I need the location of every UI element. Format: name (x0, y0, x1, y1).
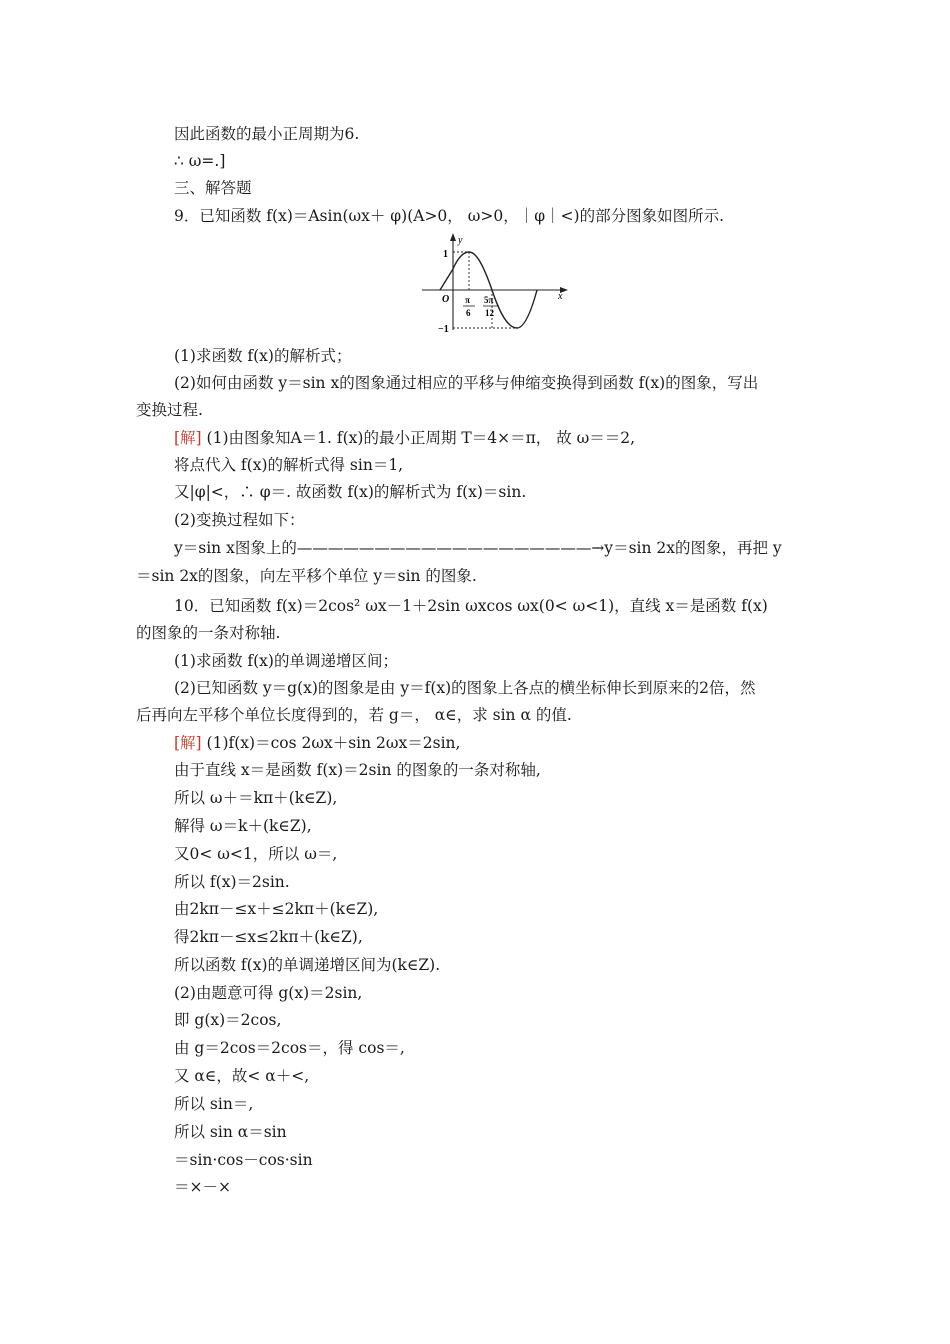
tick-a-den: 6 (466, 308, 471, 318)
text-line: 所以函数 f(x)的单调递增区间为(k∈Z). (174, 956, 441, 974)
text-line: ＝sin·cos－cos·sin (174, 1151, 313, 1169)
section-heading: 三、解答题 (174, 179, 252, 197)
text-line: 即 g(x)＝2cos, (174, 1011, 282, 1029)
q9-part2: (2)如何由函数 y＝sin x的图象通过相应的平移与伸缩变换得到函数 f(x)的图象，写出 (174, 374, 759, 392)
text-line: y＝sin x图象上的———————————————————→y＝sin 2x的图象，再把 y (174, 539, 782, 557)
curve-tail (440, 269, 453, 290)
solution-tag: [解] (174, 429, 202, 447)
tick-a-num: π (465, 295, 470, 305)
text-line: 将点代入 f(x)的解析式得 sin＝1, (174, 456, 404, 474)
q10-part2: (2)已知函数 y＝g(x)的图象是由 y＝f(x)的图象上各点的横坐标伸长到原来的2倍，然 (174, 679, 756, 697)
text-line: (2)变换过程如下： (174, 511, 305, 529)
y-tick-top: 1 (443, 249, 448, 260)
solution-tag: [解] (174, 734, 202, 752)
question-9: 9．已知函数 f(x)＝Asin(ωx＋ φ)(A>0， ω>0，｜φ｜<)的部分图象如图所示. (174, 207, 725, 225)
text-line: 得2kπ－≤x≤2kπ＋(k∈Z), (174, 928, 363, 946)
tick-b-den: 12 (485, 308, 494, 318)
text-line: 所以 sin＝, (174, 1095, 254, 1113)
y-axis-label: y (458, 235, 463, 246)
text-line: 后再向左平移个单位长度得到的，若 g＝， α∈，求 sin α 的值. (136, 706, 572, 724)
text-line: ∴ ω=.] (174, 152, 226, 170)
text-line: 由 g＝2cos＝2cos＝，得 cos＝, (174, 1039, 405, 1057)
tick-b-num: 5π (484, 295, 494, 305)
solution-10: [解] (1)f(x)＝cos 2ωx＋sin 2ωx＝2sin, (174, 734, 461, 752)
text-line: 由于直线 x＝是函数 f(x)＝2sin 的图象的一条对称轴, (174, 761, 541, 779)
text-line: 又0< ω<1，所以 ω＝, (174, 845, 338, 863)
text-line: 所以 f(x)＝2sin. (174, 873, 290, 891)
text-line: 所以 sin α＝sin (174, 1123, 287, 1141)
text-line: 变换过程. (136, 401, 203, 419)
y-axis-arrow (450, 233, 456, 241)
text-line: 的图象的一条对称轴. (136, 624, 281, 642)
text-line: 所以 ω＋＝kπ＋(k∈Z), (174, 789, 338, 807)
text-line: 由2kπ－≤x＋≤2kπ＋(k∈Z), (174, 900, 379, 918)
text-line: 又|φ|<，∴ φ＝. 故函数 f(x)的解析式为 f(x)＝sin. (174, 483, 527, 501)
x-axis-label: x (558, 291, 563, 302)
question-10: 10．已知函数 f(x)＝2cos² ωx－1＋2sin ωxcos ωx(0< ω<1)，直线 x＝是函数 f(x) (174, 597, 768, 615)
text-line: ＝sin 2x的图象，向左平移个单位 y＝sin 的图象. (136, 567, 477, 585)
y-tick-bottom: −1 (438, 324, 449, 335)
sine-graph (416, 232, 572, 336)
solution-9: [解] (1)由图象知A＝1. f(x)的最小正周期 T＝4×＝π， 故 ω＝＝2, (174, 429, 636, 447)
origin-label: O (442, 294, 450, 305)
q9-part1: (1)求函数 f(x)的解析式； (174, 347, 352, 365)
q10-part1: (1)求函数 f(x)的单调递增区间； (174, 652, 398, 670)
text-line: 又 α∈，故< α＋<, (174, 1067, 310, 1085)
text-line: (2)由题意可得 g(x)＝2sin, (174, 984, 363, 1002)
text-line: 因此函数的最小正周期为6. (174, 125, 360, 143)
text-line: ＝×－× (174, 1178, 231, 1196)
text-line: 解得 ω＝k＋(k∈Z), (174, 817, 312, 835)
